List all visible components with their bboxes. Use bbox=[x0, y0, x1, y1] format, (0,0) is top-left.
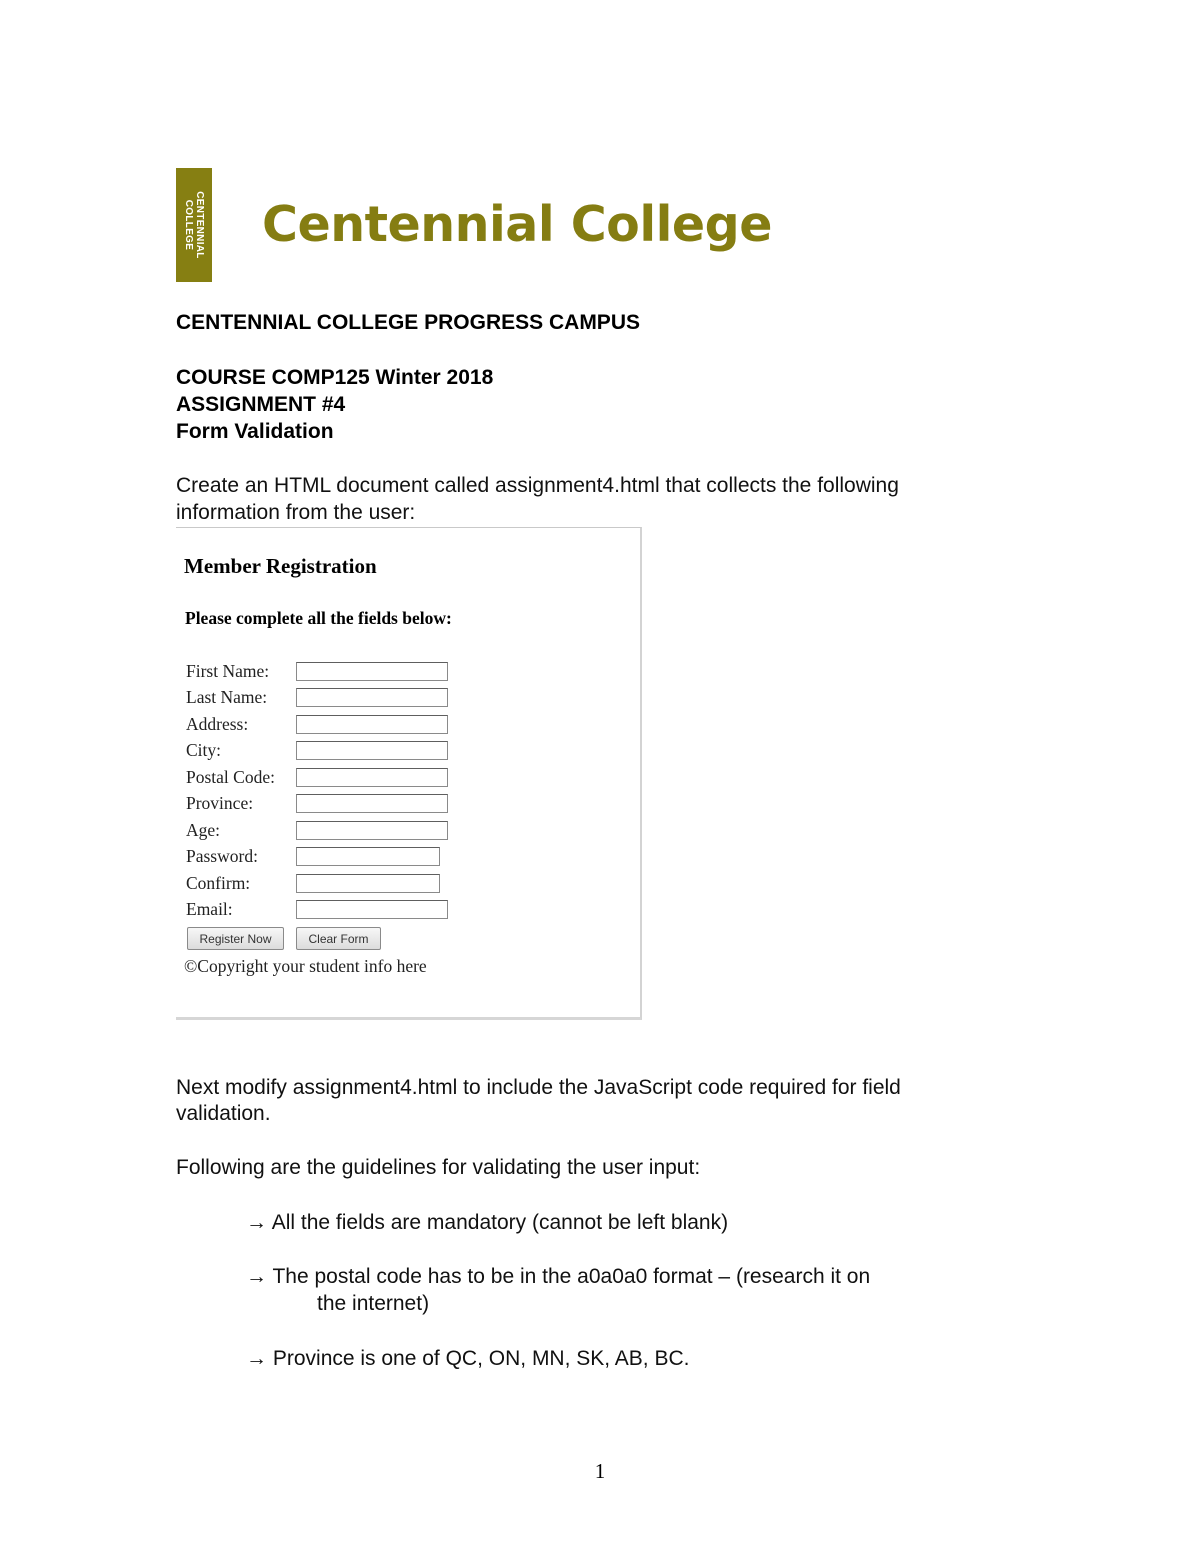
address-input[interactable] bbox=[296, 715, 448, 734]
right-arrow-icon: → bbox=[246, 1347, 267, 1370]
first-name-input[interactable] bbox=[296, 662, 448, 681]
city-input[interactable] bbox=[296, 741, 448, 760]
course-heading: COURSE COMP125 Winter 2018 bbox=[176, 366, 494, 389]
bullet-1-text: All the fields are mandatory (cannot be left blank) bbox=[271, 1211, 729, 1234]
page-number: 1 bbox=[594, 1459, 606, 1483]
copyright-text: ©Copyright your student info here bbox=[184, 956, 427, 976]
college-logo-mark bbox=[176, 168, 212, 282]
bullet-2-text-line-1: The postal code has to be in the a0a0a0 format – (research it on bbox=[272, 1265, 871, 1288]
clear-form-button[interactable]: Clear Form bbox=[296, 927, 381, 950]
logo-side-text-1: CENTENNIAL bbox=[194, 191, 205, 259]
age-input[interactable] bbox=[296, 821, 448, 840]
bullet-3-text: Province is one of QC, ON, MN, SK, AB, BC. bbox=[272, 1347, 690, 1370]
bullet-2-text-line-2: the internet) bbox=[317, 1292, 430, 1315]
form-screenshot bbox=[176, 527, 642, 1020]
field-label-province: Province: bbox=[186, 793, 254, 813]
province-input[interactable] bbox=[296, 794, 448, 813]
field-label-password: Password: bbox=[186, 846, 258, 866]
logo-side-text-2: COLLEGE bbox=[183, 199, 194, 251]
confirm-input[interactable] bbox=[296, 874, 440, 893]
email-input[interactable] bbox=[296, 900, 448, 919]
field-label-last-name: Last Name: bbox=[186, 687, 268, 707]
postal-code-input[interactable] bbox=[296, 768, 448, 787]
bullet-2 bbox=[246, 1265, 870, 1289]
form-subtitle: Please complete all the fields below: bbox=[185, 608, 452, 628]
field-label-age: Age: bbox=[186, 820, 221, 840]
next-line-1: Next modify assignment4.html to include the JavaScript code required for field bbox=[176, 1076, 901, 1099]
bullet-3 bbox=[246, 1347, 689, 1371]
form-title: Member Registration bbox=[184, 554, 377, 578]
field-label-confirm: Confirm: bbox=[186, 873, 251, 893]
register-now-button[interactable]: Register Now bbox=[187, 927, 284, 950]
password-input[interactable] bbox=[296, 847, 440, 866]
last-name-input[interactable] bbox=[296, 688, 448, 707]
intro-line-2: information from the user: bbox=[176, 501, 416, 524]
college-wordmark: Centennial College bbox=[262, 196, 772, 253]
bullet-1 bbox=[246, 1211, 728, 1235]
field-label-city: City: bbox=[186, 740, 222, 760]
assignment-heading: ASSIGNMENT #4 bbox=[176, 393, 346, 416]
field-label-address: Address: bbox=[186, 714, 249, 734]
next-line-2: validation. bbox=[176, 1102, 271, 1125]
guidelines-intro: Following are the guidelines for validating the user input: bbox=[176, 1156, 701, 1179]
topic-heading: Form Validation bbox=[176, 420, 334, 443]
intro-line-1: Create an HTML document called assignment4.html that collects the following bbox=[176, 474, 899, 497]
field-label-first-name: First Name: bbox=[186, 661, 270, 681]
field-label-postal-code: Postal Code: bbox=[186, 767, 275, 787]
campus-heading: CENTENNIAL COLLEGE PROGRESS CAMPUS bbox=[176, 311, 640, 334]
field-label-email: Email: bbox=[186, 899, 233, 919]
right-arrow-icon: → bbox=[246, 1265, 267, 1288]
right-arrow-icon: → bbox=[246, 1211, 267, 1234]
